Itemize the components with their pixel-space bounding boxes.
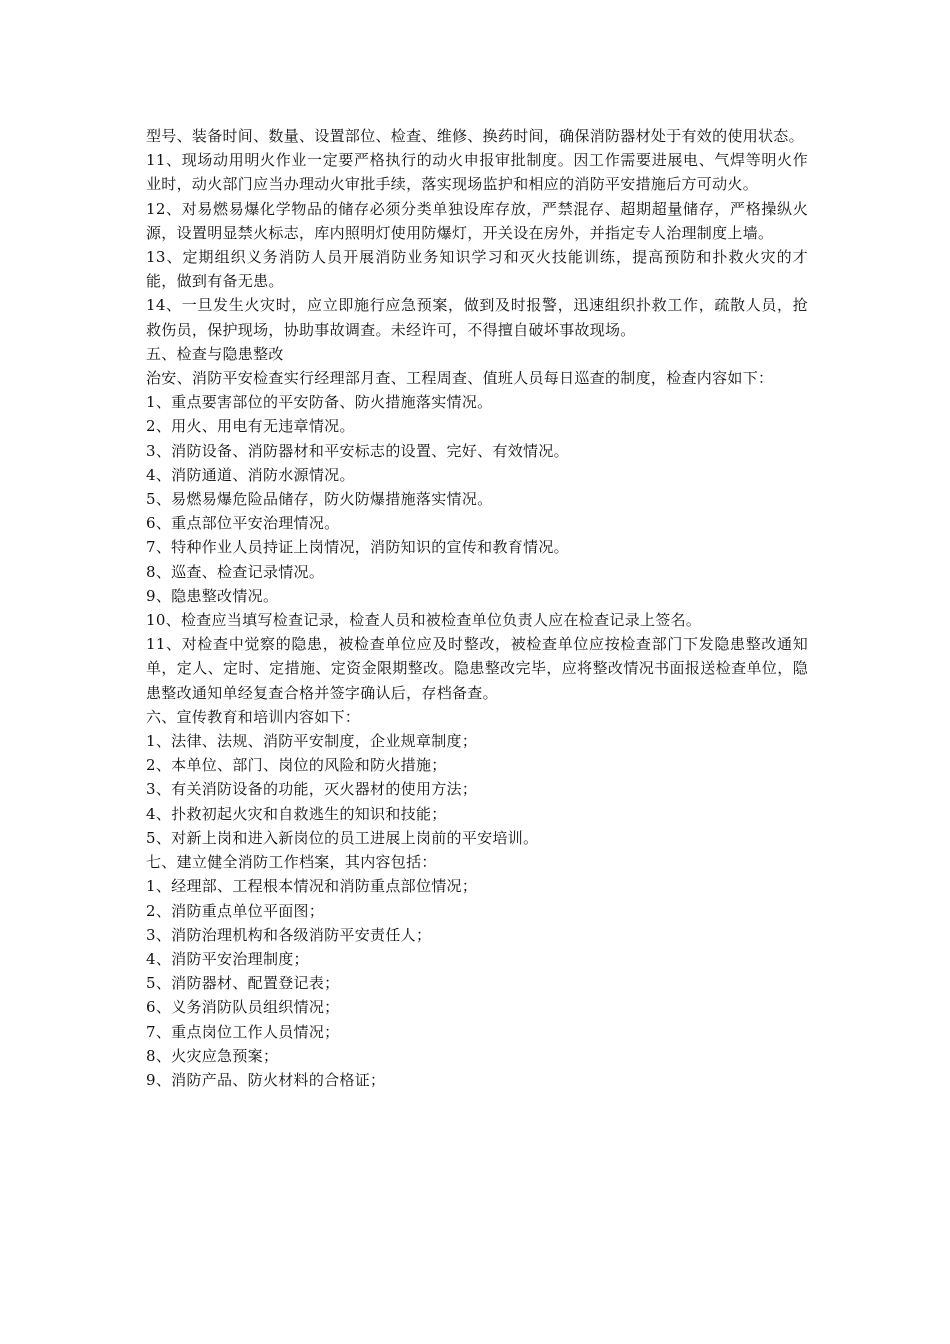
list-item: 9、隐患整改情况。	[146, 586, 279, 605]
section-heading: 五、检查与隐患整改	[146, 344, 284, 363]
list-item: 5、消防器材、配置登记表；	[146, 974, 340, 993]
section-heading: 七、建立健全消防工作档案，其内容包括：	[146, 853, 437, 872]
document-body	[146, 124, 808, 1092]
paragraph: 14、一旦发生火灾时，应立即施行应急预案，做到及时报警，迅速组织扑救工作，疏散人员，抢救伤员，保护现场，协助事故调查。未经许可，不得擅自破坏事故现场。	[146, 296, 808, 339]
paragraph: 13、定期组织义务消防人员开展消防业务知识学习和灭火技能训练，提高预防和扑救火灾的才能，做到有备无患。	[146, 248, 808, 291]
list-item: 4、消防平安治理制度；	[146, 949, 309, 968]
list-item: 4、消防通道、消防水源情况。	[146, 465, 355, 484]
list-item: 7、特种作业人员持证上岗情况，消防知识的宣传和教育情况。	[146, 538, 569, 557]
list-item: 8、巡查、检查记录情况。	[146, 562, 325, 581]
list-item: 2、用火、用电有无违章情况。	[146, 417, 355, 436]
list-item: 9、消防产品、防火材料的合格证；	[146, 1070, 386, 1089]
list-item: 8、火灾应急预案；	[146, 1046, 279, 1065]
list-item: 3、有关消防设备的功能，灭火器材的使用方法；	[146, 780, 478, 799]
paragraph: 型号、装备时间、数量、设置部位、检查、维修、换药时间，确保消防器材处于有效的使用状态。	[146, 127, 804, 145]
list-item: 1、重点要害部位的平安防备、防火措施落实情况。	[146, 393, 493, 412]
list-item: 10、检查应当填写检查记录，检查人员和被检查单位负责人应在检查记录上签名。	[146, 611, 702, 630]
list-item: 3、消防治理机构和各级消防平安责任人；	[146, 925, 432, 944]
list-item: 7、重点岗位工作人员情况；	[146, 1022, 340, 1041]
list-item: 2、本单位、部门、岗位的风险和防火措施；	[146, 756, 447, 775]
list-item: 5、对新上岗和进入新岗位的员工进展上岗前的平安培训。	[146, 828, 539, 847]
list-item: 1、经理部、工程根本情况和消防重点部位情况；	[146, 877, 478, 896]
section-heading: 六、宣传教育和培训内容如下：	[146, 707, 361, 726]
list-item: 11、对检查中觉察的隐患，被检查单位应及时整改，被检查单位应按检查部门下发隐患整改通知单，定人、定时、定措施、定资金限期整改。隐患整改完毕，应将整改情况书面报送检查单位，隐患整改通知单经复查合格并签字确认后，存档备查。	[146, 635, 808, 702]
list-item: 3、消防设备、消防器材和平安标志的设置、完好、有效情况。	[146, 441, 569, 460]
list-item: 6、义务消防队员组织情况；	[146, 998, 340, 1017]
paragraph: 11、现场动用明火作业一定要严格执行的动火申报审批制度。因工作需要进展电、气焊等明火作业时，动火部门应当办理动火审批手续，落实现场监护和相应的消防平安措施后方可动火。	[146, 151, 808, 194]
list-item: 2、消防重点单位平面图；	[146, 901, 325, 920]
list-item: 1、法律、法规、消防平安制度，企业规章制度；	[146, 732, 478, 751]
paragraph: 12、对易燃易爆化学物品的储存必须分类单独设库存放，严禁混存、超期超量储存，严格操纵火源，设置明显禁火标志，库内照明灯使用防爆灯，开关设在房外，并指定专人治理制度上墙。	[146, 199, 808, 242]
paragraph: 治安、消防平安检查实行经理部月查、工程周查、值班人员每日巡查的制度，检查内容如下：	[146, 369, 774, 388]
list-item: 6、重点部位平安治理情况。	[146, 514, 340, 533]
list-item: 4、扑救初起火灾和自救逃生的知识和技能；	[146, 804, 447, 823]
list-item: 5、易燃易爆危险品储存，防火防爆措施落实情况。	[146, 490, 493, 509]
